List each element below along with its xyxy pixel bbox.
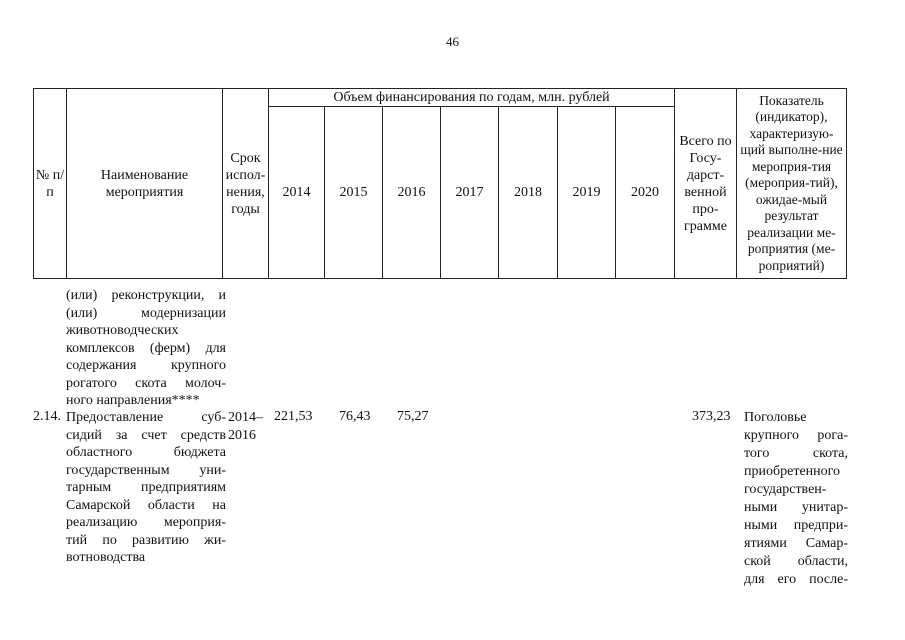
row-number: 2.14. [33, 409, 61, 424]
page-number: 46 [446, 34, 459, 49]
continued-row-name [66, 287, 226, 410]
text-line: вотноводства [66, 550, 146, 565]
header-term: Срок испол-нения, годы [223, 89, 269, 279]
text-line: государственным уни- [66, 462, 226, 478]
text-line: ными унитар- [744, 500, 848, 515]
text-line: рогатого скота молоч- [66, 375, 226, 391]
text-line: для его после- [744, 572, 848, 587]
header-total: Всего по Госу-дарст-венной про-грамме [675, 89, 737, 279]
header-year: 2014 [269, 107, 325, 279]
text-line: того скота, [744, 446, 848, 461]
row-214-name [66, 409, 226, 567]
row-214-2014: 221,53 [274, 409, 313, 424]
text-line: Предоставление суб- [66, 410, 226, 425]
text-line: тий по развитию жи- [66, 532, 226, 548]
text-line: крупного рога- [744, 428, 848, 443]
text-line: сидий за счет средств [66, 427, 226, 443]
header-year: 2016 [383, 107, 441, 279]
header-year: 2017 [441, 107, 499, 279]
text-line: Самарской области на [66, 497, 226, 513]
header-name: Наименование мероприятия [67, 89, 223, 279]
row-214-2016: 75,27 [397, 409, 429, 424]
header-num: № п/п [34, 89, 67, 279]
text-line: (или) реконструкции, и [66, 288, 226, 303]
header-indicator: Показатель (индикатор), характеризую-щий выполне-ние мероприя-тия (мероприя-тий), ожидае-мый результат реализации ме-роприятия (ме-роприятий) [737, 89, 847, 279]
row-214-2015: 76,43 [339, 409, 371, 424]
text-line: приобретенного [744, 464, 841, 479]
header-year: 2018 [499, 107, 558, 279]
row-214-term [228, 409, 272, 444]
text-line: содержания крупного [66, 358, 226, 373]
header-year: 2020 [616, 107, 675, 279]
text-line: 2016 [228, 427, 256, 443]
header-year: 2015 [325, 107, 383, 279]
text-line: ской области, [744, 554, 848, 569]
text-line: ятиями Самар- [744, 536, 848, 551]
table-header [33, 88, 847, 279]
text-line: Поголовье [744, 410, 807, 425]
text-line: ного направления**** [66, 393, 200, 408]
text-line: 2014– [228, 410, 263, 425]
text-line: государствен- [744, 482, 827, 497]
text-line: животноводческих [66, 323, 179, 338]
header-funding: Объем финансирования по годам, млн. рублей [269, 89, 675, 107]
text-line: (или) модернизации [66, 305, 226, 321]
text-line: областного бюджета [66, 445, 226, 460]
header-year: 2019 [558, 107, 616, 279]
text-line: ными предпри- [744, 518, 848, 533]
text-line: реализацию мероприя- [66, 515, 226, 530]
row-214-indicator [744, 409, 848, 589]
text-line: комплексов (ферм) для [66, 340, 226, 356]
row-214-total: 373,23 [692, 409, 731, 424]
text-line: тарным предприятиям [66, 480, 226, 495]
